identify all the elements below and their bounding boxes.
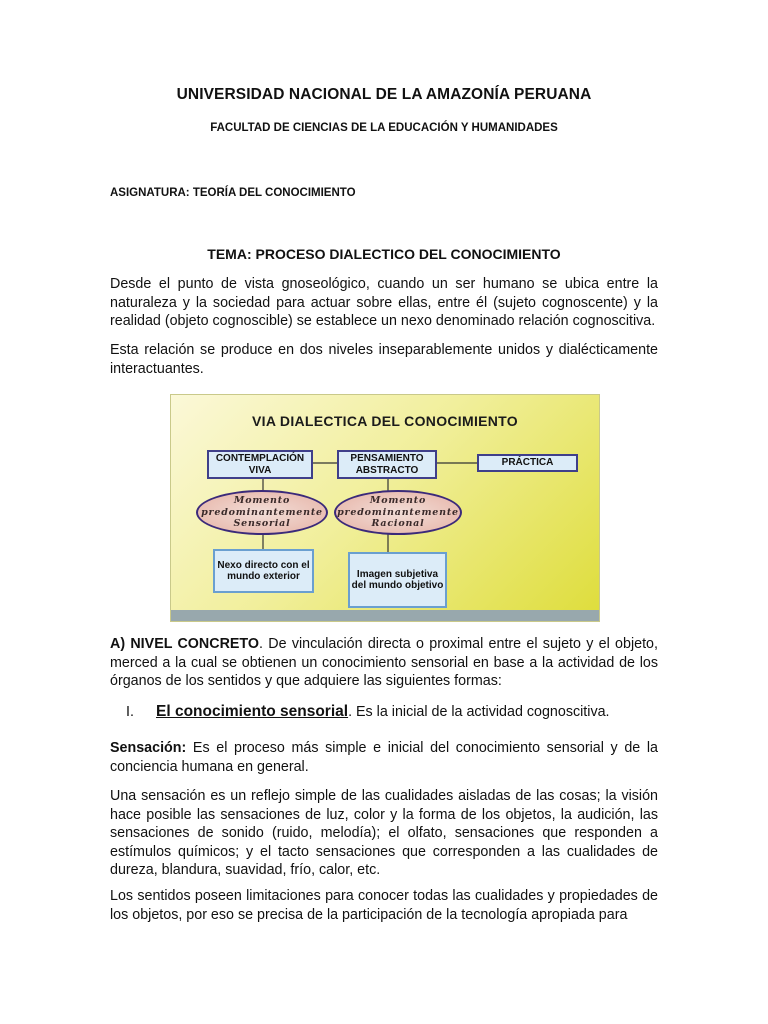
sensacion-heading: Sensación: <box>110 740 187 756</box>
faculty-title: FACULTAD DE CIENCIAS DE LA EDUCACIÓN Y HUMANIDADES <box>210 122 558 134</box>
sensacion-paragraph <box>110 739 658 776</box>
ellipse-momento-sensorial: Momento predominantemente Sensorial <box>196 490 328 535</box>
ellipse-momento-racional: Momento predominantemente Racional <box>334 490 462 535</box>
sensacion-detail-paragraph: Una sensación es un reflejo simple de las cualidades aisladas de las cosas; la visión hace posible las sensaciones de luz, color y la forma de los objetos, la audición, las sensaciones de sonido (ruido, melodía); el olfato, sensaciones que responden a estímulos químicos; y el tacto sensaciones que corresponden a las cualidades de dureza, blandura, suavidad, frío, calor, etc. <box>110 788 658 878</box>
dialectic-diagram <box>170 394 600 622</box>
list-text: . Es la inicial de la actividad cognoscitiva. <box>348 704 610 720</box>
nivel-concreto-heading: A) NIVEL CONCRETO <box>110 636 260 652</box>
list-item-conocimiento-sensorial <box>126 703 666 722</box>
subject-heading: ASIGNATURA: TEORÍA DEL CONOCIMIENTO <box>110 187 356 199</box>
nivel-concreto-text: . De vinculación directa o proximal entre el sujeto y el objeto, merced a la cual se obtienen un conocimiento sensorial en base a la actividad de los órganos de los sentidos y que adquiere las siguientes formas: <box>110 636 658 689</box>
list-number: I. <box>126 704 134 720</box>
topic-heading: TEMA: PROCESO DIALECTICO DEL CONOCIMIENTO <box>207 246 561 262</box>
box-pensamiento-abstracto: PENSAMIENTO ABSTRACTO <box>337 450 437 479</box>
intro-paragraph-1: Desde el punto de vista gnoseológico, cuando un ser humano se ubica entre la naturaleza y la sociedad para actuar sobre ellas, entre él (sujeto cognoscente) y la realidad (objeto cognoscible) se establece un nexo denominado relación cognoscitiva. <box>110 276 658 329</box>
box-imagen-subjetiva: Imagen subjetiva del mundo objetivo <box>348 552 447 608</box>
diagram-bottom-bar <box>171 610 599 621</box>
box-practica: PRÁCTICA <box>477 454 578 472</box>
sensacion-text: Es el proceso más simple e inicial del conocimiento sensorial y de la conciencia humana en general. <box>110 740 658 775</box>
box-nexo-directo: Nexo directo con el mundo exterior <box>213 549 314 593</box>
university-title: UNIVERSIDAD NACIONAL DE LA AMAZONÍA PERUANA <box>176 86 592 103</box>
list-heading: El conocimiento sensorial <box>156 703 349 720</box>
nivel-concreto-paragraph <box>110 635 658 691</box>
sentidos-paragraph: Los sentidos poseen limitaciones para conocer todas las cualidades y propiedades de los objetos, por eso se precisa de la participación de la tecnología apropiada para <box>110 888 658 923</box>
box-contemplacion-viva: CONTEMPLACIÓN VIVA <box>207 450 313 479</box>
diagram-title: VIA DIALECTICA DEL CONOCIMIENTO <box>252 413 518 429</box>
intro-paragraph-2: Esta relación se produce en dos niveles inseparablemente unidos y dialécticamente interactuantes. <box>110 342 658 377</box>
